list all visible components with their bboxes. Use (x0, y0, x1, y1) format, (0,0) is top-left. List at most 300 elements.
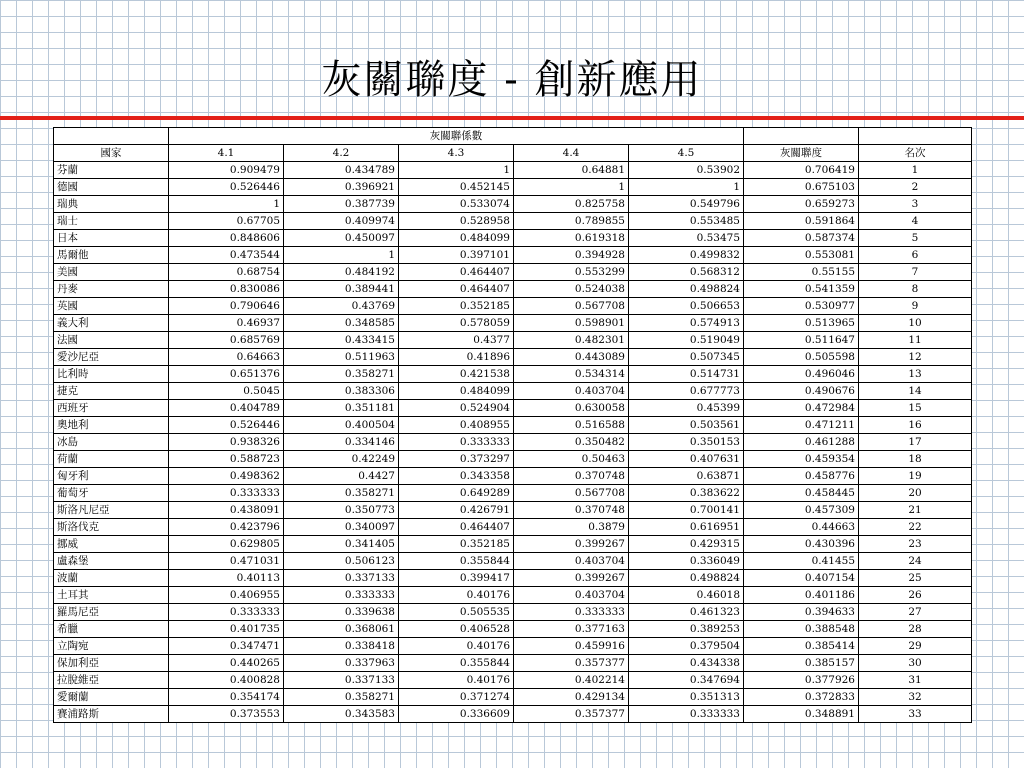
value-4-3: 0.464407 (399, 281, 514, 298)
table-row (54, 247, 972, 264)
value-4-5: 0.499832 (629, 247, 744, 264)
rank-cell: 25 (859, 570, 972, 587)
table-row (54, 468, 972, 485)
grade-cell: 0.459354 (744, 451, 859, 468)
rank-cell: 26 (859, 587, 972, 604)
grade-cell: 0.530977 (744, 298, 859, 315)
grade-cell: 0.472984 (744, 400, 859, 417)
title-underline (0, 116, 1024, 120)
grade-cell: 0.511647 (744, 332, 859, 349)
country-cell: 奧地利 (54, 417, 169, 434)
value-4-5: 0.700141 (629, 502, 744, 519)
value-4-4: 0.516588 (514, 417, 629, 434)
value-4-5: 0.553485 (629, 213, 744, 230)
table-row (54, 536, 972, 553)
value-4-1: 0.651376 (169, 366, 284, 383)
rank-cell: 20 (859, 485, 972, 502)
value-4-5: 0.503561 (629, 417, 744, 434)
value-4-3: 0.399417 (399, 570, 514, 587)
value-4-3: 0.505535 (399, 604, 514, 621)
grade-cell: 0.490676 (744, 383, 859, 400)
value-4-1: 0.40113 (169, 570, 284, 587)
value-4-3: 0.355844 (399, 553, 514, 570)
value-4-5: 0.46018 (629, 587, 744, 604)
header-grade: 灰關聯度 (744, 145, 859, 162)
value-4-5: 0.616951 (629, 519, 744, 536)
value-4-1: 0.64663 (169, 349, 284, 366)
grade-cell: 0.458776 (744, 468, 859, 485)
table-row (54, 366, 972, 383)
value-4-3: 0.355844 (399, 655, 514, 672)
country-cell: 美國 (54, 264, 169, 281)
value-4-2: 0.358271 (284, 689, 399, 706)
value-4-2: 0.409974 (284, 213, 399, 230)
table-row (54, 689, 972, 706)
value-4-2: 0.484192 (284, 264, 399, 281)
table-row (54, 383, 972, 400)
value-4-2: 0.338418 (284, 638, 399, 655)
value-4-1: 0.406955 (169, 587, 284, 604)
value-4-3: 0.426791 (399, 502, 514, 519)
country-cell: 德國 (54, 179, 169, 196)
value-4-2: 0.368061 (284, 621, 399, 638)
table-row (54, 655, 972, 672)
table-row (54, 485, 972, 502)
value-4-5: 0.63871 (629, 468, 744, 485)
value-4-3: 0.397101 (399, 247, 514, 264)
value-4-5: 0.350153 (629, 434, 744, 451)
header-4-3: 4.3 (399, 145, 514, 162)
value-4-4: 0.350482 (514, 434, 629, 451)
value-4-5: 0.407631 (629, 451, 744, 468)
country-cell: 法國 (54, 332, 169, 349)
value-4-1: 0.938326 (169, 434, 284, 451)
country-cell: 西班牙 (54, 400, 169, 417)
value-4-5: 0.498824 (629, 281, 744, 298)
grade-cell: 0.513965 (744, 315, 859, 332)
value-4-1: 0.629805 (169, 536, 284, 553)
value-4-3: 0.452145 (399, 179, 514, 196)
value-4-4: 0.50463 (514, 451, 629, 468)
grade-cell: 0.401186 (744, 587, 859, 604)
value-4-1: 0.473544 (169, 247, 284, 264)
table-row (54, 196, 972, 213)
value-4-4: 0.825758 (514, 196, 629, 213)
country-cell: 土耳其 (54, 587, 169, 604)
value-4-3: 0.421538 (399, 366, 514, 383)
country-cell: 愛沙尼亞 (54, 349, 169, 366)
table-row (54, 502, 972, 519)
value-4-1: 0.68754 (169, 264, 284, 281)
country-cell: 挪威 (54, 536, 169, 553)
table-row (54, 434, 972, 451)
grade-cell: 0.461288 (744, 434, 859, 451)
value-4-3: 0.4377 (399, 332, 514, 349)
value-4-3: 0.333333 (399, 434, 514, 451)
value-4-5: 0.383622 (629, 485, 744, 502)
column-header-row (54, 145, 972, 162)
country-cell: 瑞士 (54, 213, 169, 230)
value-4-5: 0.53475 (629, 230, 744, 247)
country-cell: 賽浦路斯 (54, 706, 169, 723)
rank-cell: 32 (859, 689, 972, 706)
table-row (54, 230, 972, 247)
grade-cell: 0.553081 (744, 247, 859, 264)
table-row (54, 553, 972, 570)
rank-cell: 13 (859, 366, 972, 383)
grade-cell: 0.372833 (744, 689, 859, 706)
value-4-2: 0.387739 (284, 196, 399, 213)
country-cell: 芬蘭 (54, 162, 169, 179)
country-cell: 斯洛伐克 (54, 519, 169, 536)
value-4-5: 0.434338 (629, 655, 744, 672)
value-4-3: 0.336609 (399, 706, 514, 723)
value-4-3: 0.40176 (399, 587, 514, 604)
value-4-5: 0.389253 (629, 621, 744, 638)
value-4-2: 0.383306 (284, 383, 399, 400)
value-4-3: 0.40176 (399, 672, 514, 689)
value-4-2: 0.337963 (284, 655, 399, 672)
value-4-3: 0.484099 (399, 230, 514, 247)
group-header-cell: 灰關聯係數 (169, 128, 744, 145)
value-4-4: 0.534314 (514, 366, 629, 383)
value-4-1: 0.790646 (169, 298, 284, 315)
value-4-5: 0.507345 (629, 349, 744, 366)
rank-cell: 3 (859, 196, 972, 213)
value-4-3: 0.352185 (399, 536, 514, 553)
value-4-4: 0.789855 (514, 213, 629, 230)
value-4-3: 0.578059 (399, 315, 514, 332)
value-4-4: 0.553299 (514, 264, 629, 281)
value-4-2: 0.400504 (284, 417, 399, 434)
rank-cell: 7 (859, 264, 972, 281)
value-4-5: 0.574913 (629, 315, 744, 332)
country-cell: 匈牙利 (54, 468, 169, 485)
grade-cell: 0.44663 (744, 519, 859, 536)
rank-cell: 31 (859, 672, 972, 689)
table-row (54, 604, 972, 621)
value-4-4: 0.403704 (514, 553, 629, 570)
value-4-2: 0.42249 (284, 451, 399, 468)
table-row (54, 400, 972, 417)
value-4-1: 0.498362 (169, 468, 284, 485)
grade-cell: 0.385157 (744, 655, 859, 672)
value-4-1: 0.423796 (169, 519, 284, 536)
grade-cell: 0.541359 (744, 281, 859, 298)
value-4-4: 0.333333 (514, 604, 629, 621)
grade-cell: 0.430396 (744, 536, 859, 553)
value-4-1: 0.333333 (169, 485, 284, 502)
value-4-2: 0.333333 (284, 587, 399, 604)
value-4-4: 0.524038 (514, 281, 629, 298)
country-cell: 瑞典 (54, 196, 169, 213)
country-cell: 立陶宛 (54, 638, 169, 655)
value-4-4: 0.459916 (514, 638, 629, 655)
value-4-5: 0.549796 (629, 196, 744, 213)
header-blank-cell (859, 128, 972, 145)
value-4-3: 0.352185 (399, 298, 514, 315)
value-4-2: 0.343583 (284, 706, 399, 723)
value-4-4: 0.598901 (514, 315, 629, 332)
value-4-4: 0.394928 (514, 247, 629, 264)
value-4-3: 0.649289 (399, 485, 514, 502)
table-row (54, 349, 972, 366)
grade-cell: 0.587374 (744, 230, 859, 247)
value-4-4: 0.377163 (514, 621, 629, 638)
value-4-4: 0.357377 (514, 706, 629, 723)
value-4-4: 0.403704 (514, 383, 629, 400)
table-row (54, 281, 972, 298)
grade-cell: 0.388548 (744, 621, 859, 638)
value-4-3: 0.484099 (399, 383, 514, 400)
value-4-2: 0.341405 (284, 536, 399, 553)
value-4-3: 0.40176 (399, 638, 514, 655)
value-4-5: 0.351313 (629, 689, 744, 706)
header-4-2: 4.2 (284, 145, 399, 162)
value-4-1: 0.471031 (169, 553, 284, 570)
country-cell: 丹麥 (54, 281, 169, 298)
rank-cell: 21 (859, 502, 972, 519)
header-country: 國家 (54, 145, 169, 162)
value-4-4: 0.370748 (514, 468, 629, 485)
value-4-3: 0.41896 (399, 349, 514, 366)
table-row (54, 213, 972, 230)
rank-cell: 27 (859, 604, 972, 621)
header-blank-cell (744, 128, 859, 145)
country-cell: 荷蘭 (54, 451, 169, 468)
table-row (54, 706, 972, 723)
value-4-1: 0.588723 (169, 451, 284, 468)
value-4-5: 0.336049 (629, 553, 744, 570)
rank-cell: 12 (859, 349, 972, 366)
header-4-1: 4.1 (169, 145, 284, 162)
value-4-4: 0.64881 (514, 162, 629, 179)
value-4-2: 0.389441 (284, 281, 399, 298)
value-4-5: 0.568312 (629, 264, 744, 281)
table-row (54, 298, 972, 315)
table-row (54, 570, 972, 587)
value-4-5: 0.514731 (629, 366, 744, 383)
value-4-4: 0.619318 (514, 230, 629, 247)
rank-cell: 30 (859, 655, 972, 672)
rank-cell: 19 (859, 468, 972, 485)
rank-cell: 6 (859, 247, 972, 264)
value-4-2: 0.351181 (284, 400, 399, 417)
value-4-1: 0.373553 (169, 706, 284, 723)
grade-cell: 0.394633 (744, 604, 859, 621)
value-4-3: 1 (399, 162, 514, 179)
table-row (54, 417, 972, 434)
table-row (54, 179, 972, 196)
value-4-4: 0.567708 (514, 485, 629, 502)
rank-cell: 9 (859, 298, 972, 315)
rank-cell: 18 (859, 451, 972, 468)
grade-cell: 0.706419 (744, 162, 859, 179)
country-cell: 葡萄牙 (54, 485, 169, 502)
rank-cell: 4 (859, 213, 972, 230)
table-row (54, 519, 972, 536)
value-4-1: 0.438091 (169, 502, 284, 519)
value-4-3: 0.464407 (399, 264, 514, 281)
value-4-1: 0.848606 (169, 230, 284, 247)
value-4-1: 0.347471 (169, 638, 284, 655)
value-4-2: 0.358271 (284, 366, 399, 383)
country-cell: 馬爾他 (54, 247, 169, 264)
value-4-3: 0.464407 (399, 519, 514, 536)
value-4-4: 0.357377 (514, 655, 629, 672)
grade-cell: 0.348891 (744, 706, 859, 723)
value-4-4: 0.630058 (514, 400, 629, 417)
value-4-5: 0.429315 (629, 536, 744, 553)
slide-title: 灰關聯度 - 創新應用 (321, 57, 703, 103)
grade-cell: 0.458445 (744, 485, 859, 502)
value-4-4: 0.482301 (514, 332, 629, 349)
value-4-3: 0.406528 (399, 621, 514, 638)
value-4-5: 0.498824 (629, 570, 744, 587)
value-4-4: 0.402214 (514, 672, 629, 689)
country-cell: 日本 (54, 230, 169, 247)
value-4-1: 0.685769 (169, 332, 284, 349)
value-4-3: 0.408955 (399, 417, 514, 434)
value-4-4: 0.370748 (514, 502, 629, 519)
country-cell: 愛爾蘭 (54, 689, 169, 706)
country-cell: 拉脫維亞 (54, 672, 169, 689)
rank-cell: 11 (859, 332, 972, 349)
grade-cell: 0.41455 (744, 553, 859, 570)
header-4-5: 4.5 (629, 145, 744, 162)
table-row (54, 332, 972, 349)
value-4-1: 0.909479 (169, 162, 284, 179)
grade-cell: 0.385414 (744, 638, 859, 655)
table-row (54, 264, 972, 281)
value-4-2: 0.434789 (284, 162, 399, 179)
value-4-4: 0.399267 (514, 570, 629, 587)
table-row (54, 587, 972, 604)
grey-relational-table (53, 127, 972, 723)
grade-cell: 0.505598 (744, 349, 859, 366)
value-4-5: 0.677773 (629, 383, 744, 400)
value-4-1: 0.830086 (169, 281, 284, 298)
grade-cell: 0.471211 (744, 417, 859, 434)
country-cell: 捷克 (54, 383, 169, 400)
table-row (54, 451, 972, 468)
value-4-2: 0.396921 (284, 179, 399, 196)
rank-cell: 16 (859, 417, 972, 434)
value-4-1: 0.400828 (169, 672, 284, 689)
value-4-4: 0.3879 (514, 519, 629, 536)
value-4-2: 0.334146 (284, 434, 399, 451)
country-cell: 比利時 (54, 366, 169, 383)
country-cell: 冰島 (54, 434, 169, 451)
value-4-5: 0.461323 (629, 604, 744, 621)
rank-cell: 28 (859, 621, 972, 638)
grade-cell: 0.659273 (744, 196, 859, 213)
value-4-2: 0.506123 (284, 553, 399, 570)
value-4-4: 0.399267 (514, 536, 629, 553)
value-4-2: 0.350773 (284, 502, 399, 519)
table-row (54, 621, 972, 638)
value-4-4: 0.403704 (514, 587, 629, 604)
value-4-2: 0.348585 (284, 315, 399, 332)
rank-cell: 1 (859, 162, 972, 179)
header-4-4: 4.4 (514, 145, 629, 162)
value-4-1: 0.401735 (169, 621, 284, 638)
value-4-2: 0.511963 (284, 349, 399, 366)
value-4-1: 0.354174 (169, 689, 284, 706)
value-4-1: 0.5045 (169, 383, 284, 400)
value-4-2: 0.337133 (284, 672, 399, 689)
value-4-3: 0.373297 (399, 451, 514, 468)
value-4-4: 0.567708 (514, 298, 629, 315)
value-4-2: 1 (284, 247, 399, 264)
table-row (54, 672, 972, 689)
grade-cell: 0.457309 (744, 502, 859, 519)
value-4-5: 0.506653 (629, 298, 744, 315)
value-4-1: 0.333333 (169, 604, 284, 621)
value-4-5: 0.379504 (629, 638, 744, 655)
country-cell: 義大利 (54, 315, 169, 332)
header-blank-cell (54, 128, 169, 145)
value-4-3: 0.524904 (399, 400, 514, 417)
country-cell: 羅馬尼亞 (54, 604, 169, 621)
value-4-1: 0.404789 (169, 400, 284, 417)
value-4-4: 0.443089 (514, 349, 629, 366)
table-row (54, 638, 972, 655)
value-4-2: 0.43769 (284, 298, 399, 315)
value-4-2: 0.358271 (284, 485, 399, 502)
group-header-row (54, 128, 972, 145)
value-4-2: 0.450097 (284, 230, 399, 247)
value-4-3: 0.343358 (399, 468, 514, 485)
grade-cell: 0.55155 (744, 264, 859, 281)
rank-cell: 23 (859, 536, 972, 553)
value-4-4: 0.429134 (514, 689, 629, 706)
table-row (54, 315, 972, 332)
value-4-5: 0.53902 (629, 162, 744, 179)
value-4-5: 0.333333 (629, 706, 744, 723)
rank-cell: 29 (859, 638, 972, 655)
country-cell: 盧森堡 (54, 553, 169, 570)
value-4-1: 1 (169, 196, 284, 213)
value-4-3: 0.528958 (399, 213, 514, 230)
grade-cell: 0.675103 (744, 179, 859, 196)
grade-cell: 0.377926 (744, 672, 859, 689)
country-cell: 斯洛凡尼亞 (54, 502, 169, 519)
value-4-1: 0.526446 (169, 179, 284, 196)
value-4-2: 0.4427 (284, 468, 399, 485)
value-4-3: 0.371274 (399, 689, 514, 706)
grade-cell: 0.591864 (744, 213, 859, 230)
value-4-1: 0.526446 (169, 417, 284, 434)
rank-cell: 10 (859, 315, 972, 332)
table-row (54, 162, 972, 179)
grade-cell: 0.407154 (744, 570, 859, 587)
value-4-2: 0.340097 (284, 519, 399, 536)
country-cell: 希臘 (54, 621, 169, 638)
value-4-1: 0.440265 (169, 655, 284, 672)
grade-cell: 0.496046 (744, 366, 859, 383)
value-4-5: 1 (629, 179, 744, 196)
value-4-5: 0.45399 (629, 400, 744, 417)
country-cell: 波蘭 (54, 570, 169, 587)
rank-cell: 8 (859, 281, 972, 298)
value-4-2: 0.433415 (284, 332, 399, 349)
rank-cell: 24 (859, 553, 972, 570)
value-4-4: 1 (514, 179, 629, 196)
rank-cell: 5 (859, 230, 972, 247)
country-cell: 保加利亞 (54, 655, 169, 672)
value-4-3: 0.533074 (399, 196, 514, 213)
